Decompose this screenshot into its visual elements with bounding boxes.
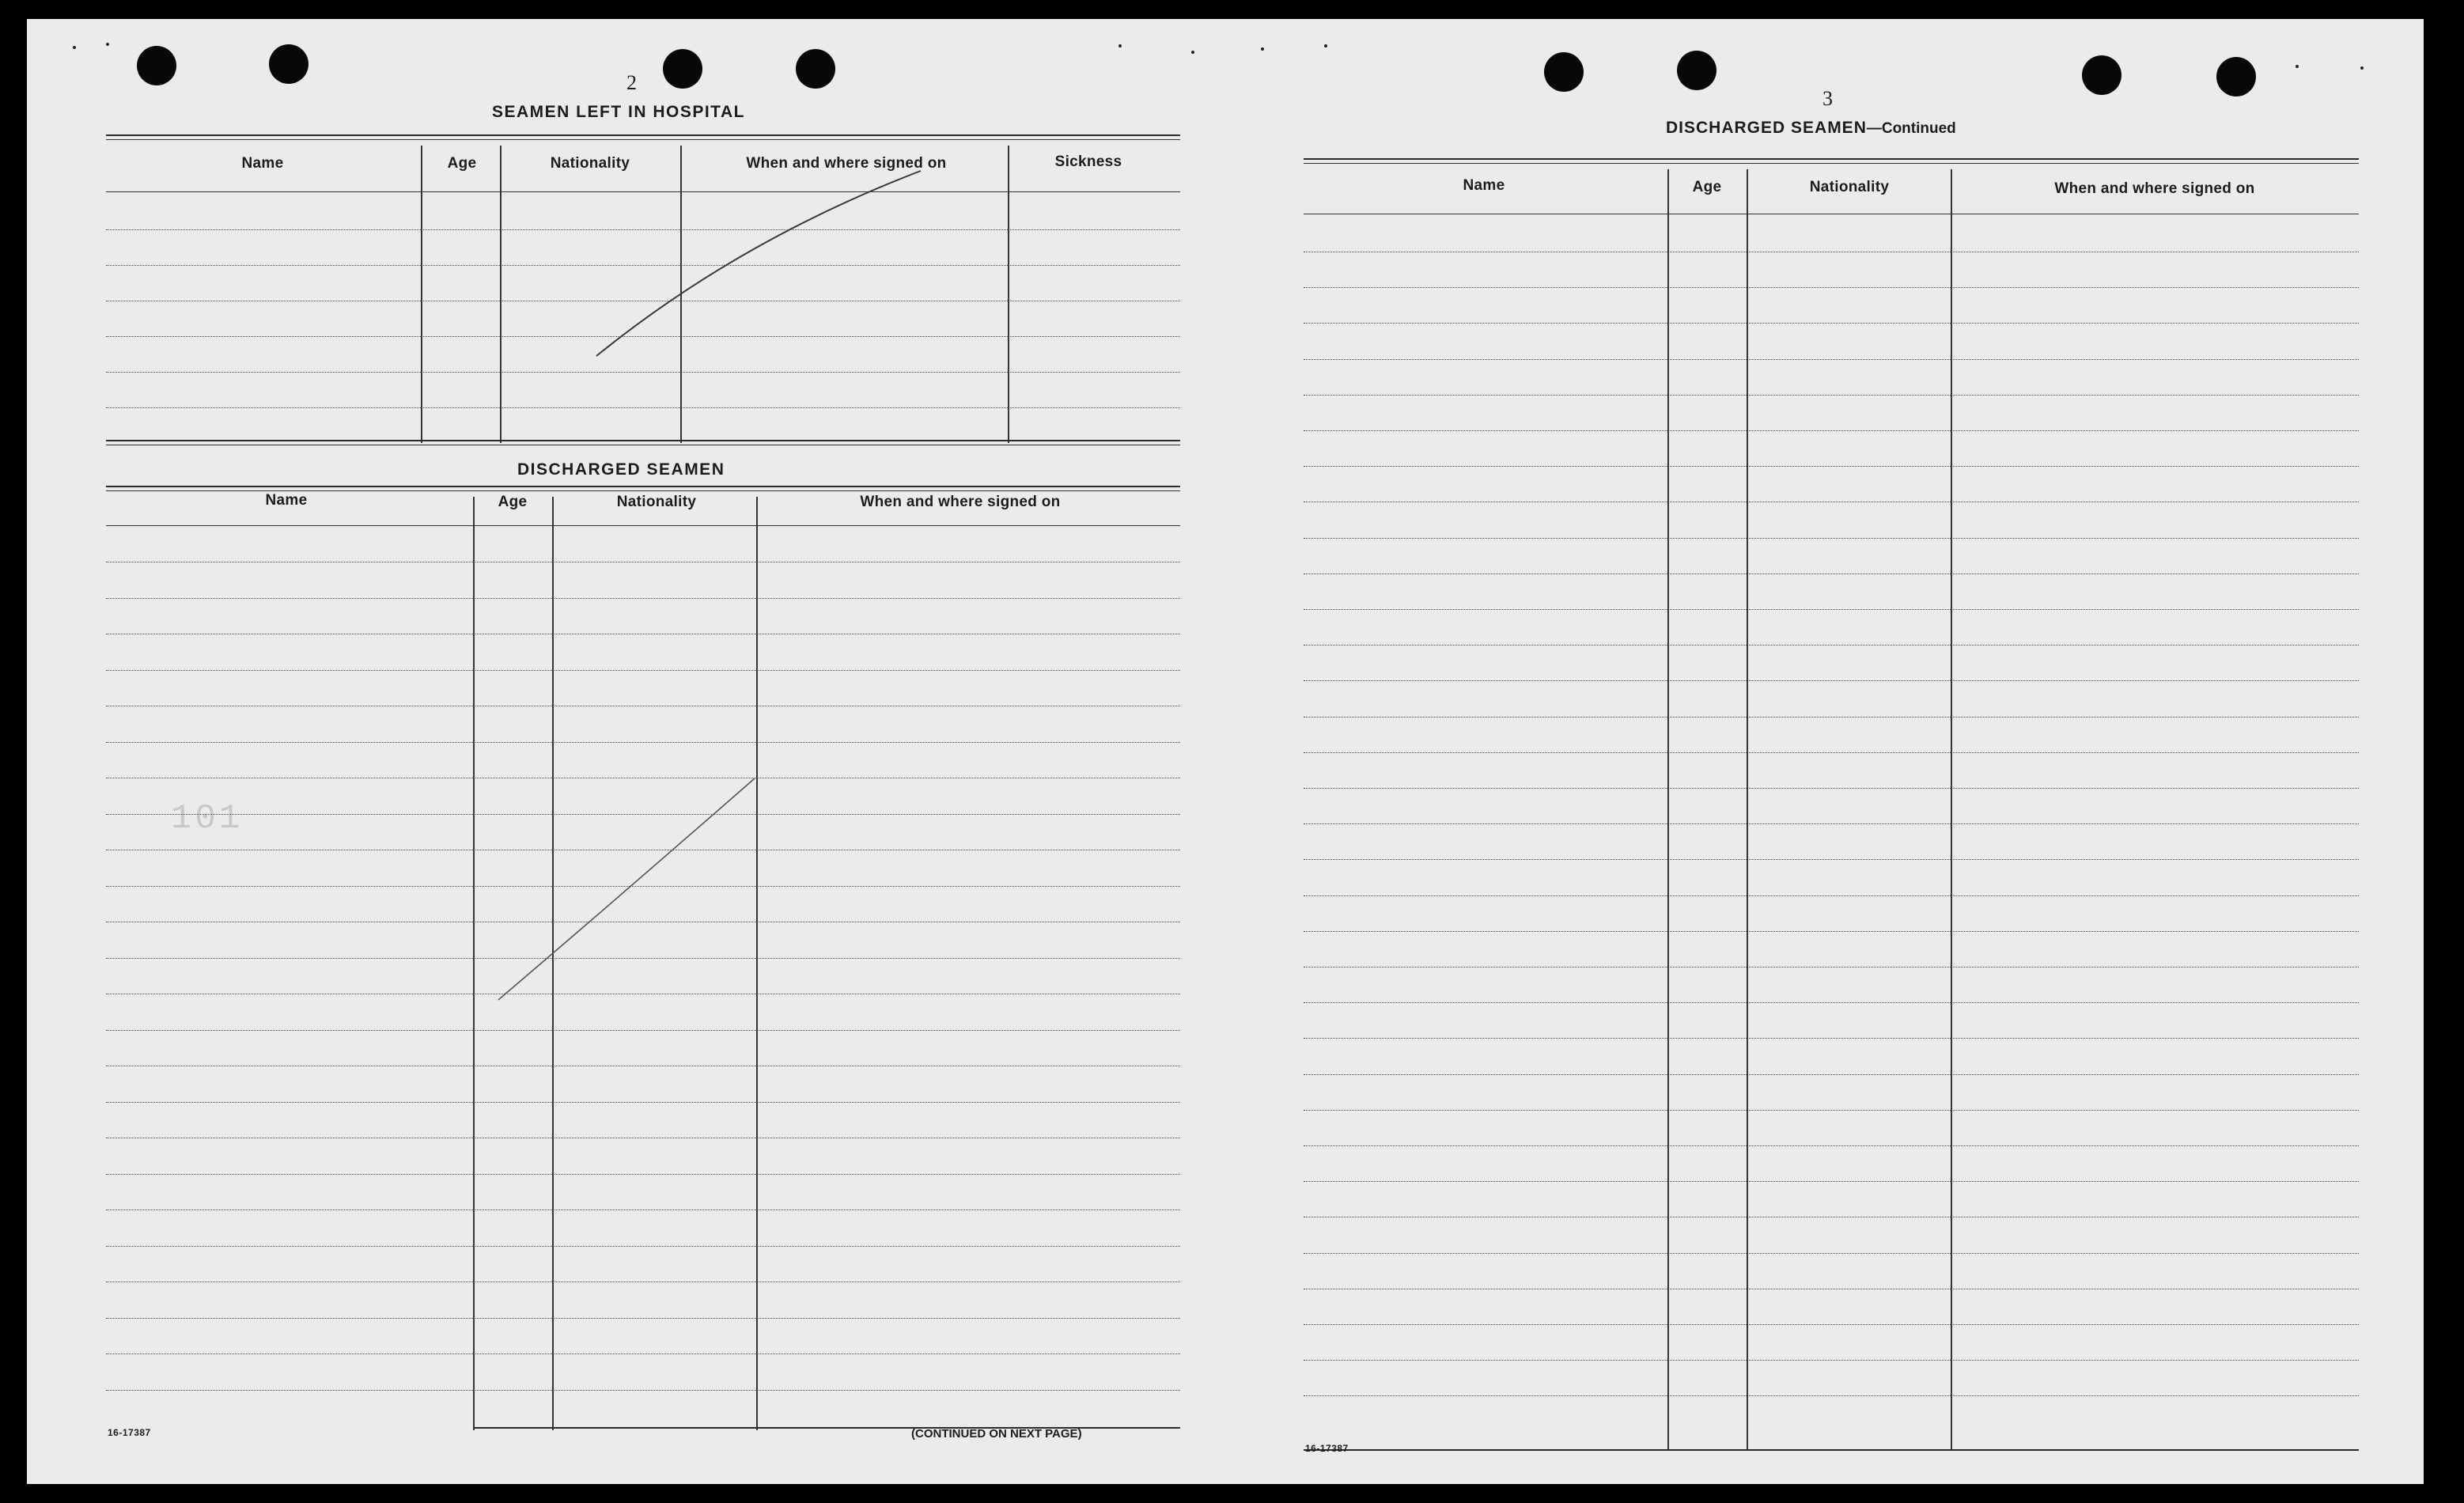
speck: [2296, 65, 2299, 68]
ruled-line: [106, 1318, 1180, 1319]
right-divider: [1667, 169, 1669, 1451]
ruled-line: [1304, 680, 2359, 681]
continued-note: (CONTINUED ON NEXT PAGE): [911, 1427, 1082, 1441]
ruled-line: [1304, 1074, 2359, 1075]
speck: [106, 43, 109, 46]
hospital-divider: [680, 146, 682, 443]
right-top-rule: [1304, 158, 2359, 160]
ruled-line: [106, 598, 1180, 599]
right-page-number: 3: [1822, 87, 1833, 110]
ruled-line: [106, 670, 1180, 671]
punch-hole: [269, 44, 308, 84]
ruled-line: [1304, 1253, 2359, 1254]
hospital-col-age: Age: [447, 155, 477, 172]
punch-hole: [2216, 57, 2256, 97]
left-page-number: 2: [626, 71, 637, 94]
discharged-header-rule: [106, 525, 1180, 526]
ruled-line: [106, 265, 1180, 266]
ruled-line: [106, 1390, 1180, 1391]
discharged-col-signed-on: When and where signed on: [860, 494, 1061, 510]
ruled-line: [1304, 1110, 2359, 1111]
ruled-line: [1304, 430, 2359, 431]
hospital-top-rule-2: [106, 139, 1180, 140]
discharged-top-rule: [106, 486, 1180, 487]
ruled-line: [1304, 1360, 2359, 1361]
ruled-line: [1304, 323, 2359, 324]
hospital-divider: [500, 146, 502, 443]
ruled-line: [1304, 466, 2359, 467]
discharged-divider: [473, 497, 475, 1430]
ruled-line: [1304, 1145, 2359, 1146]
ruled-line: [1304, 1038, 2359, 1039]
punch-hole: [137, 46, 176, 85]
ruled-line: [106, 1353, 1180, 1354]
ruled-line: [106, 407, 1180, 408]
discharged-divider: [756, 497, 758, 1430]
ruled-line: [1304, 287, 2359, 288]
ruled-line: [1304, 395, 2359, 396]
hospital-section-title: SEAMEN LEFT IN HOSPITAL: [492, 103, 745, 121]
right-divider: [1951, 169, 1952, 1451]
punch-hole: [796, 49, 835, 89]
right-title-suffix: —Continued: [1866, 120, 1956, 137]
ruled-line: [1304, 1324, 2359, 1325]
ruled-line: [1304, 609, 2359, 610]
hospital-divider: [421, 146, 422, 443]
ruled-line: [106, 814, 1180, 815]
punch-hole: [2082, 55, 2121, 95]
punch-hole: [1544, 52, 1584, 92]
hospital-header-rule: [106, 191, 1180, 192]
ruled-line: [1304, 859, 2359, 860]
strike-mark: [498, 778, 755, 1000]
hospital-col-name: Name: [241, 155, 284, 172]
discharged-col-age: Age: [498, 494, 528, 510]
ruled-line: [106, 1030, 1180, 1031]
discharged-col-nationality: Nationality: [616, 494, 697, 510]
ruled-line: [1304, 1002, 2359, 1003]
hospital-col-nationality: Nationality: [550, 155, 630, 172]
ruled-line: [106, 229, 1180, 230]
discharged-top-rule-2: [106, 490, 1180, 491]
hospital-col-signed-on: When and where signed on: [746, 155, 947, 172]
right-title-main: DISCHARGED SEAMEN: [1666, 119, 1867, 137]
right-divider: [1747, 169, 1748, 1451]
right-col-signed-on: When and where signed on: [2054, 180, 2255, 197]
right-section-title: [1666, 119, 1956, 138]
speck: [1118, 44, 1122, 47]
speck: [1324, 44, 1327, 47]
ruled-line: [1304, 752, 2359, 753]
hospital-top-rule: [106, 134, 1180, 136]
hospital-col-sickness: Sickness: [1054, 153, 1122, 170]
faint-stamp: 101: [171, 799, 244, 839]
hospital-bottom-rule: [106, 440, 1180, 441]
discharged-col-name: Name: [265, 492, 308, 509]
right-form-number: 16-17387: [1305, 1443, 1349, 1454]
speck: [1191, 51, 1194, 54]
ruled-line: [1304, 823, 2359, 824]
right-bottom-rule: [1304, 1449, 2359, 1451]
ruled-line: [106, 372, 1180, 373]
ruled-line: [1304, 895, 2359, 896]
ruled-line: [106, 1174, 1180, 1175]
ruled-line: [106, 886, 1180, 887]
strike-mark: [596, 171, 921, 356]
ruled-line: [106, 742, 1180, 743]
punch-hole: [663, 49, 702, 89]
discharged-section-title: DISCHARGED SEAMEN: [517, 460, 725, 479]
ruled-line: [106, 958, 1180, 959]
right-col-nationality: Nationality: [1809, 179, 1890, 195]
right-col-name: Name: [1463, 177, 1505, 194]
ruled-line: [106, 1102, 1180, 1103]
ruled-line: [1304, 931, 2359, 932]
hospital-divider: [1008, 146, 1009, 443]
discharged-divider: [552, 497, 554, 1430]
ruled-line: [1304, 538, 2359, 539]
speck: [1261, 47, 1264, 51]
speck: [73, 46, 76, 49]
right-top-rule-2: [1304, 163, 2359, 164]
ruled-line: [106, 336, 1180, 337]
left-form-number: 16-17387: [108, 1427, 151, 1438]
right-col-age: Age: [1692, 179, 1722, 195]
ruled-line: [1304, 359, 2359, 360]
speck: [2360, 66, 2364, 70]
ruled-line: [1304, 788, 2359, 789]
document-sheet: [27, 19, 2424, 1484]
ruled-line: [1304, 1395, 2359, 1396]
ruled-line: [106, 1246, 1180, 1247]
ruled-line: [1304, 1181, 2359, 1182]
punch-hole: [1677, 51, 1716, 90]
